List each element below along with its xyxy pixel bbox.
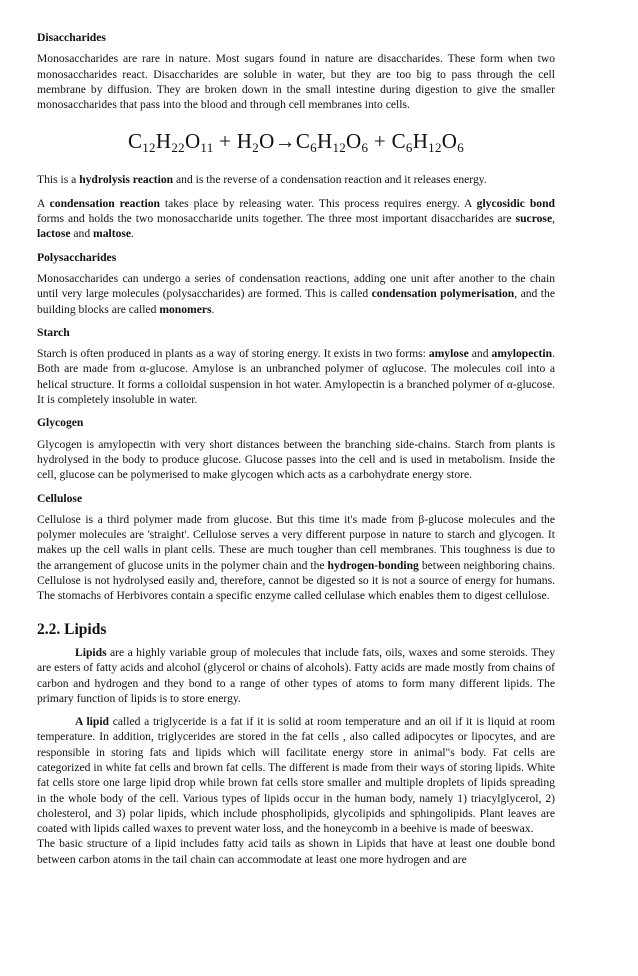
bold-term: lactose: [37, 227, 71, 241]
glycogen-heading: Glycogen: [37, 416, 84, 430]
text-run: .: [131, 227, 134, 241]
text-run: takes place by releasing water. This process requires energy. A: [159, 196, 477, 210]
polysaccharides-paragraph: [37, 271, 555, 317]
bold-term: A lipid: [75, 715, 109, 729]
text-run: . Both are made from α-glucose. Amylose is an unbranched polymer of αglucose. The molecules coil into a helical structure. It forms a colloidal suspension in hot water. Amylopectin is a branched polymer of α-glucose. It is completely insoluble in water.: [37, 347, 555, 407]
equation-arrow: →: [274, 129, 296, 154]
text-run: This is a: [37, 173, 80, 187]
bold-term: condensation reaction: [49, 196, 160, 210]
cellulose-paragraph: [37, 512, 555, 604]
text-run: , and the building blocks are called: [37, 287, 555, 316]
disaccharides-paragraph: Monosaccharides are rare in nature. Most sugars found in nature are disaccharides. These form when two monosaccharides react. Disaccharides are soluble in water, but they are too big to pass through the cell membrane by diffusion. They are broken down in the small intestine during digestion to give the smaller monosaccharides that pass into the blood and through cell membranes into cells.: [37, 52, 555, 112]
lipids-section-heading: 2.2. Lipids: [37, 620, 107, 638]
text-run: Monosaccharides can undergo a series of condensation reactions, adding one unit after another to the chain until very large molecules (polysaccharides) are formed. This is called: [37, 271, 555, 301]
bold-term: sucrose: [515, 212, 553, 226]
text-run: ,: [552, 212, 555, 226]
text-run: called a triglyceride is a fat if it is solid at room temperature and an oil if it is liquid at room temperature. In addition, triglycerides are stored in the fat cells , also called adipocytes or lipocytes, and are responsible in storing fats and lipids which will facilitate energy store in animal"s body. Fat cells are categorized in white fat cells and brown fat cells. The different is made from their ways of storing lipids. White fat cells store one large lipid drop while brown fat cells store smaller and multiple droplets of lipids spreading in the whole body of the cell. Various types of lipids occur in the human body, namely 1) triacylglycerol, 2) cholesterol, and 3) polar lipids, which include phospholipids, glycolipids and sphingolipids. Plant leaves are coated with lipids called waxes to prevent water loss, and the honeycomb in a beehive is made of beeswax.: [37, 715, 555, 836]
text-run: .: [211, 302, 215, 316]
lipid-structure-paragraph: The basic structure of a lipid includes fatty acid tails as shown in Lipids that have at least one double bond between carbon atoms in the tail chain can accommodate at least one more hydrogen and are: [37, 837, 555, 866]
bold-term: condensation polymerisation: [371, 287, 515, 301]
bold-term: monomers: [159, 302, 212, 316]
bold-term: hydrolysis reaction: [79, 173, 174, 187]
bold-term: amylose: [428, 347, 469, 361]
hydrolysis-equation: [37, 128, 555, 154]
text-run: Starch is often produced in plants as a way of storing energy. It exists in two forms:: [37, 347, 429, 361]
text-run: forms and holds the two monosaccharide units together. The three most important disaccharides are: [37, 212, 516, 226]
condensation-paragraph: [37, 196, 555, 242]
starch-heading: Starch: [37, 325, 70, 339]
equation-reactant-sucrose: $C_{12}H_{22}O_{11}$: [127, 129, 214, 156]
bold-term: hydrogen-bonding: [327, 558, 419, 572]
polysaccharides-heading: Polysaccharides: [37, 250, 117, 264]
equation-plus: +: [368, 129, 392, 154]
text-run: and: [468, 347, 492, 361]
document-page: [37, 30, 555, 875]
bold-term: glycosidic bond: [476, 196, 555, 210]
text-run: Cellulose is a third polymer made from glucose. But this time it's made from β-glucose molecules and the polymer molecules are 'straight'. Cellulose serves a very different purpose in nature to starch and glycogen. It makes up the cell walls in plant cells. These are much tougher than cell membranes. This toughness is due to the arrangement of glucose units in the polymer chain and the: [37, 512, 555, 572]
hydrolysis-paragraph: [37, 172, 555, 187]
bold-term: maltose: [93, 227, 132, 241]
starch-paragraph: [37, 346, 555, 407]
disaccharides-heading: Disaccharides: [37, 31, 106, 44]
text-run: between neighboring chains. Cellulose is not hydrolysed easily and, therefore, cannot be digested so it is not a source of energy for humans. The stomachs of Herbivores contain a specific enzyme called cellulase which enables them to digest cellulose.: [37, 558, 555, 603]
triglyceride-paragraph: [37, 714, 555, 836]
equation-plus: +: [213, 129, 237, 154]
equation-product-glucose: $C_6H_{12}O_6$: [295, 129, 369, 156]
text-run: are a highly variable group of molecules that include fats, oils, waxes and some steroids. They are esters of fatty acids and alcohol (glycerol or chains of alcohols). Fatty acids are made mostly from chains of carbon and hydrogen and they bond to a range of other types of atoms to form many different lipids. The primary function of lipids is to store energy.: [37, 645, 555, 705]
bold-term: Lipids: [75, 645, 107, 659]
glycogen-paragraph: Glycogen is amylopectin with very short distances between the branching side-chains. Starch from plants is hydrolysed in the body to produce glucose. Glucose passes into the cell and is used in metabolism. Inside the cell, glucose can be polymerised to make glycogen which acts as a carbohydrate energy store.: [37, 437, 555, 482]
text-run: A: [37, 196, 50, 210]
equation-reactant-water: $H_2O$: [236, 129, 275, 156]
bold-term: amylopectin: [491, 347, 553, 361]
text-run: and is the reverse of a condensation reaction and it releases energy.: [173, 173, 487, 187]
cellulose-heading: Cellulose: [37, 491, 83, 505]
equation-product-glucose: $C_6H_{12}O_6$: [391, 129, 465, 156]
lipids-paragraph: [37, 645, 555, 706]
text-run: and: [70, 227, 94, 241]
